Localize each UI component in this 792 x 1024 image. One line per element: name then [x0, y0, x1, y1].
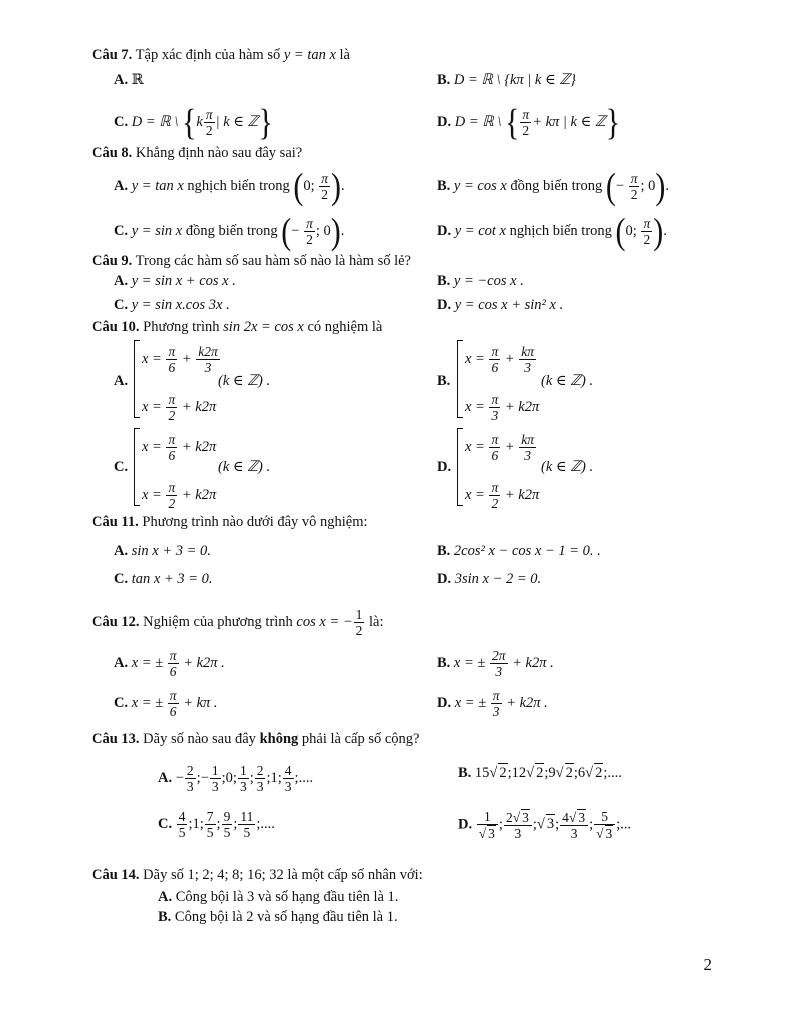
q12-option-a: A. x = ± $\frac{\pi}{6}$ + k2π .: [114, 648, 225, 679]
q10-option-b-bracket: [457, 340, 458, 418]
q11-option-c: C. tan x + 3 = 0.: [114, 571, 213, 587]
q10-option-d-label: D.: [437, 459, 452, 475]
q13-option-c: C. $\frac{4}{5}$ ;1; $\frac{7}{5}$ ; $\frac{9}{5}$ ; $\frac{11}{5}$ ;....: [158, 809, 275, 840]
q11-option-d: D. 3sin x − 2 = 0.: [437, 571, 542, 587]
q11-option-b: B. 2cos² x − cos x − 1 = 0. .: [437, 543, 601, 559]
q8-option-c: C. y = sin x đồng biến trong (− $\frac{\pi}{2}$ ; 0).: [114, 210, 345, 252]
q8-option-a: A. y = tan x nghịch biến trong (0; $\frac{\pi}{2}$ ).: [114, 165, 345, 207]
q10-option-c-label: C.: [114, 459, 129, 475]
q13-option-b: B. 15√ 2;12√ 2;9√ 2;6√ 2;....: [458, 765, 622, 781]
question-7: Câu 7. Tập xác định của hàm số y = tan x là: [92, 47, 350, 63]
q9-option-d: D. y = cos x + sin² x .: [437, 297, 564, 313]
question-13: Câu 13. Dãy số nào sau đây không phải là cấp số cộng?: [92, 731, 420, 747]
q7-option-c: C. D = ℝ \ {k $\frac{\pi}{2}$ | k ∈ ℤ}: [114, 101, 273, 143]
q10-option-b-label: B.: [437, 373, 451, 389]
question-9: Câu 9. Trong các hàm số sau hàm số nào là hàm số lẻ?: [92, 253, 411, 269]
q10-option-c-bracket: [134, 428, 135, 506]
q12-option-b: B. x = ± $\frac{2\pi}{3}$ + k2π .: [437, 648, 554, 679]
q11-option-a: A. sin x + 3 = 0.: [114, 543, 211, 559]
q9-option-a: A. y = sin x + cos x .: [114, 273, 236, 289]
q8-option-d: D. y = cot x nghịch biến trong (0; $\frac{\pi}{2}$ ).: [437, 210, 667, 252]
q13-option-d: D. $\frac{1}{√ 3}$ ; $\frac{2√ 3}{3}$ ;√ 3; $\frac{4√ 3}{3}$ ; $\frac{5}{√ 3}$ ;...: [458, 809, 632, 841]
q12-option-d: D. x = ± $\frac{\pi}{3}$ + k2π .: [437, 688, 548, 719]
q10-option-a-label: A.: [114, 373, 129, 389]
q12-option-c: C. x = ± $\frac{\pi}{6}$ + kπ .: [114, 688, 218, 719]
q8-option-b: B. y = cos x đồng biến trong (− $\frac{\pi}{2}$ ; 0).: [437, 165, 669, 207]
q7-option-d: D. D = ℝ \ { $\frac{\pi}{2}$ + kπ | k ∈ ℤ}: [437, 101, 621, 143]
q10-option-a-bracket: [134, 340, 135, 418]
question-14: Câu 14. Dãy số 1; 2; 4; 8; 16; 32 là một cấp số nhân với:: [92, 867, 423, 883]
page-number: 2: [703, 955, 712, 974]
q7-option-a: A. ℝ: [114, 72, 144, 88]
q9-option-b: B. y = −cos x .: [437, 273, 524, 289]
q10-option-d-bracket: [457, 428, 458, 506]
question-12: Câu 12. Nghiệm của phương trình cos x = − $\frac{1}{2}$ là:: [92, 607, 384, 638]
q7-option-b: B. D = ℝ \ {kπ | k ∈ ℤ}: [437, 72, 576, 88]
q9-option-c: C. y = sin x.cos 3x .: [114, 297, 230, 313]
q14-option-b: B. Công bội là 2 và số hạng đầu tiên là 1.: [158, 909, 398, 925]
q13-option-a: A. − $\frac{2}{3}$ ;− $\frac{1}{3}$ ;0; $\frac{1}{3}$ ; $\frac{2}{3}$ ;1; $\frac{4}{3}$ ;....: [158, 763, 314, 794]
question-10: Câu 10. Phương trình sin 2x = cos x có nghiệm là: [92, 319, 383, 335]
question-8: Câu 8. Khẳng định nào sau đây sai?: [92, 145, 303, 161]
question-11: Câu 11. Phương trình nào dưới đây vô nghiệm:: [92, 514, 368, 530]
q14-option-a: A. Công bội là 3 và số hạng đầu tiên là 1.: [158, 889, 399, 905]
